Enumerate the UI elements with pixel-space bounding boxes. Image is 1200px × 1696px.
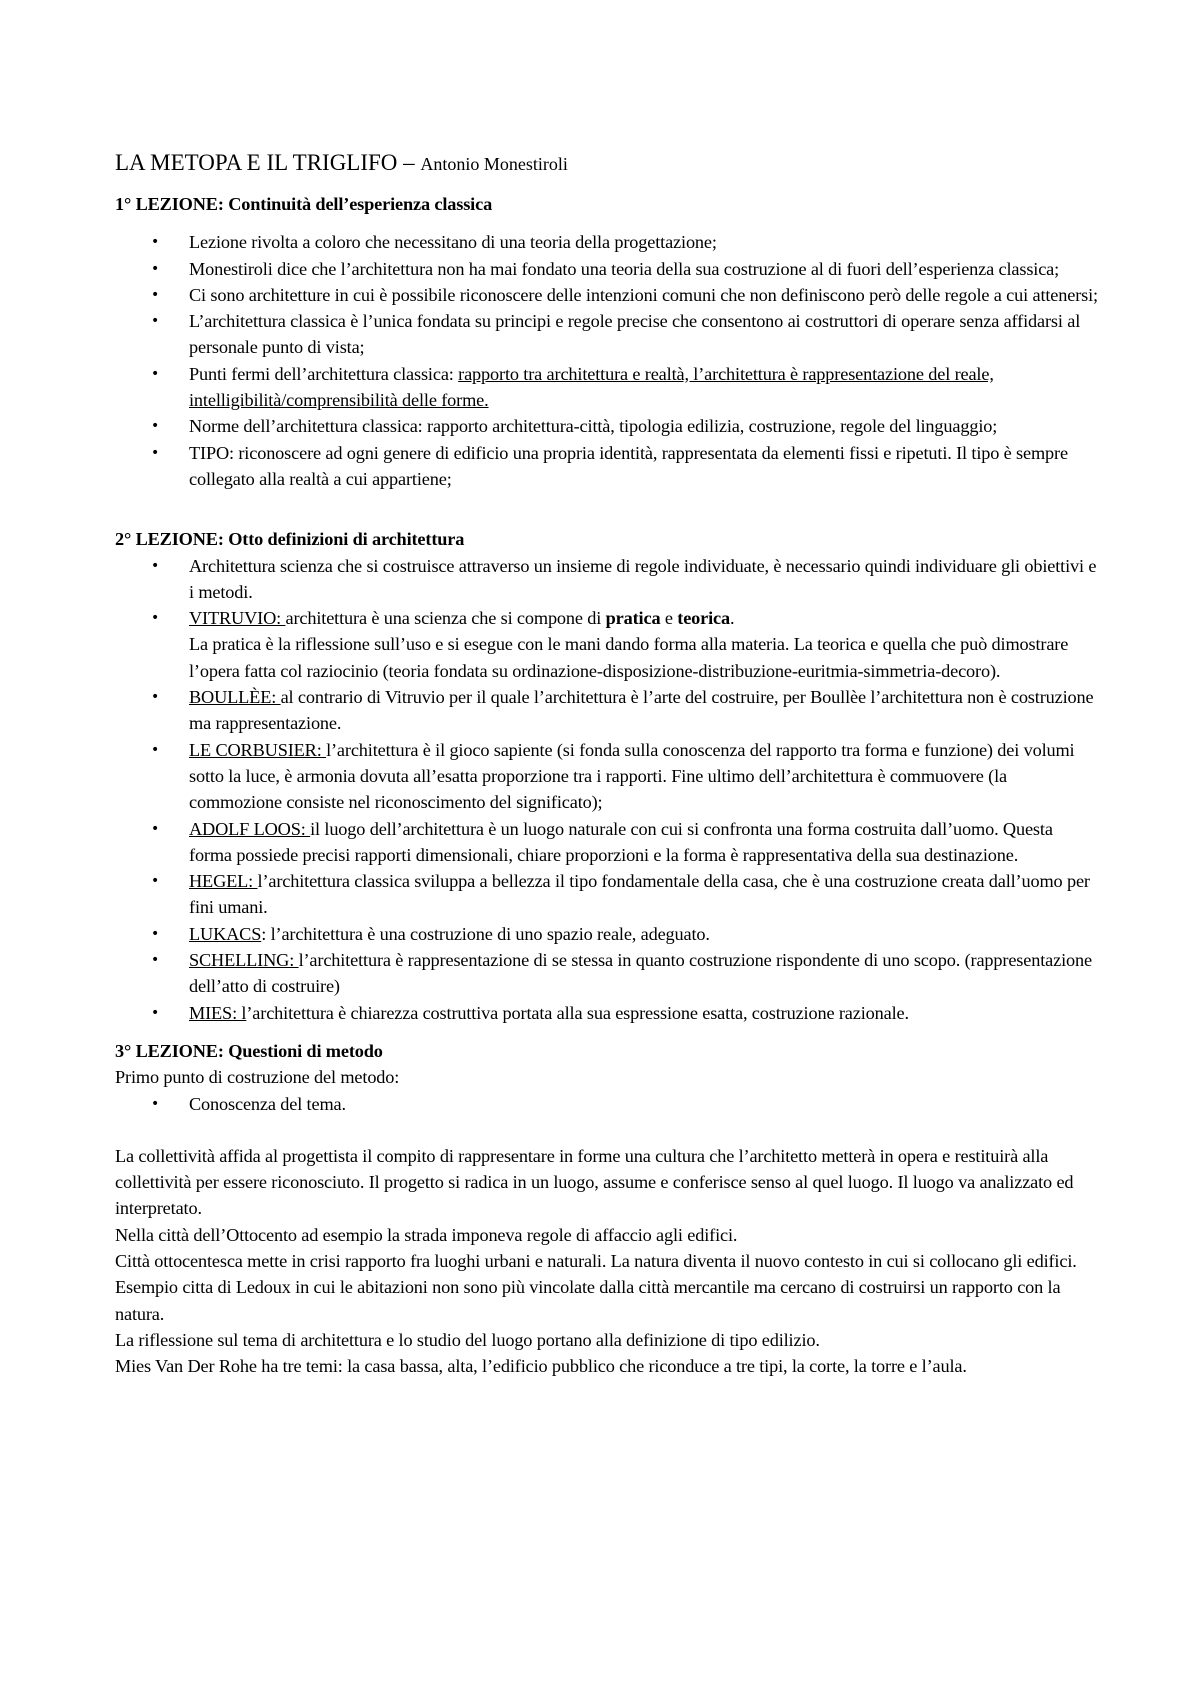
- list-item: • Monestiroli dice che l’architettura non ha mai fondato una teoria della sua costruzione al di fuori dell’esperienza classica;: [115, 256, 1100, 282]
- author-name: VITRUVIO:: [189, 608, 286, 629]
- lesson3-heading: 3° LEZIONE: Questioni di metodo: [115, 1040, 383, 1061]
- paragraph: La collettività affida al progettista il compito di rappresentare in forme una cultura che l’architetto metterà in opera e restituirà alla collettività per essere riconosciuto. Il progetto si radica in un luogo, assume e conferisce senso al quel luogo. Il luogo va analizzato ed interpretato.: [115, 1145, 1074, 1219]
- item-text: La pratica è la riflessione sull’uso e si esegue con le mani dando forma alla materia. La teorica e quella che può dimostrare l’opera fatta col raziocinio (teoria fondata su ordinazione-disposizione-distribuzione-euritmia-simmetria-decoro).: [189, 634, 1069, 681]
- paragraph: Città ottocentesca mette in crisi rapporto fra luoghi urbani e naturali. La natura diventa il nuovo contesto in cui si collocano gli edifici. Esempio citta di Ledoux in cui le abitazioni non sono più vincolate dalla città mercantile ma cercano di costruirsi un rapporto con la natura.: [115, 1250, 1077, 1324]
- item-text: ’architettura è chiarezza costruttiva portata alla sua espressione esatta, costruzione razionale.: [246, 1002, 909, 1023]
- lesson2-list: [115, 553, 1100, 1026]
- author-name: SCHELLING:: [189, 950, 299, 971]
- item-text: Punti fermi dell’architettura classica:: [189, 363, 459, 384]
- list-item-lukacs: [115, 921, 1100, 947]
- author-name: HEGEL:: [189, 871, 258, 892]
- author-name: BOULLÈE:: [189, 687, 281, 708]
- list-item: • L’architettura classica è l’unica fondata su principi e regole precise che consentono ai costruttori di operare senza affidarsi al personale punto di vista;: [115, 308, 1100, 361]
- list-item: • Architettura scienza che si costruisce attraverso un insieme di regole individuate, è necessario quindi individuare gli obiettivi e i metodi.: [115, 553, 1100, 606]
- list-item-schelling: [115, 947, 1100, 1000]
- lesson3-intro: Primo punto di costruzione del metodo:: [115, 1067, 400, 1088]
- list-item: • Ci sono architetture in cui è possibile riconoscere delle intenzioni comuni che non definiscono però delle regole a cui attenersi;: [115, 282, 1100, 308]
- document-title: [115, 148, 1100, 179]
- lesson1-heading: 1° LEZIONE: Continuità dell’esperienza classica: [115, 194, 493, 214]
- list-item: • Norme dell’architettura classica: rapporto architettura-città, tipologia edilizia, costruzione, regole del linguaggio;: [115, 413, 1100, 439]
- item-text: l’architettura è il gioco sapiente (si fonda sulla conoscenza del rapporto tra forma e funzione) dei volumi sotto la luce, è armonia dovuta all’esatta proporzione tra i rapporti. Fine ultimo dell’architettura è commuovere (la commozione consiste nel riconoscimento del significato);: [189, 739, 1075, 813]
- item-text: l’architettura è rappresentazione di se stessa in quanto costruzione rispondente di uno scopo. (rappresentazione dell’atto di costruire): [189, 950, 1092, 997]
- item-text: architettura è una scienza che si compone di: [285, 608, 606, 629]
- list-item-loos: [115, 816, 1100, 869]
- bold-text: teorica: [677, 608, 730, 629]
- list-item-lecorbusier: [115, 737, 1100, 816]
- list-item: [115, 361, 1100, 414]
- author-name: MIES: l: [189, 1002, 247, 1023]
- item-text: : l’architettura è una costruzione di uno spazio reale, adeguato.: [261, 923, 710, 944]
- list-item: • TIPO: riconoscere ad ogni genere di edificio una propria identità, rappresentata da elementi fissi e ripetuti. Il tipo è sempre collegato alla realtà a cui appartiene;: [115, 440, 1100, 493]
- item-text: al contrario di Vitruvio per il quale l’architettura è l’arte del costruire, per Boullèe l’architettura non è costruzione ma rappresentazione.: [189, 687, 1094, 734]
- title-main: LA METOPA E IL TRIGLIFO –: [115, 150, 415, 175]
- item-text: il luogo dell’architettura è un luogo naturale con cui si confronta una forma costruita dall’uomo. Questa forma possiede precisi rapporti dimensionali, chiare proporzioni e la forma è rappresentativa della sua destinazione.: [189, 818, 1053, 865]
- list-item-boullee: [115, 684, 1100, 737]
- item-text: e: [660, 608, 678, 629]
- author-name: LE CORBUSIER:: [189, 739, 327, 760]
- list-item-mies: [115, 1000, 1100, 1026]
- lesson2-heading: 2° LEZIONE: Otto definizioni di architettura: [115, 529, 465, 550]
- lesson1-list: [115, 229, 1100, 492]
- list-item: • Lezione rivolta a coloro che necessitano di una teoria della progettazione;: [115, 229, 1100, 255]
- author-name: ADOLF LOOS:: [189, 818, 311, 839]
- author-name: LUKACS: [189, 923, 262, 944]
- list-item-hegel: [115, 868, 1100, 921]
- underlined-text: rapporto tra architettura e realtà, l’architettura è rappresentazione del reale, intelligibilità/comprensibilità delle forme.: [189, 363, 994, 411]
- title-author: Antonio Monestiroli: [420, 154, 568, 174]
- bold-text: pratica: [605, 608, 661, 629]
- paragraph: Mies Van Der Rohe ha tre temi: la casa bassa, alta, l’edificio pubblico che riconduce a tre tipi, la corte, la torre e l’aula.: [115, 1356, 967, 1377]
- paragraph: La riflessione sul tema di architettura e lo studio del luogo portano alla definizione di tipo edilizio.: [115, 1329, 820, 1350]
- list-item-vitruvio: [115, 605, 1100, 684]
- lesson3-list: [115, 1091, 1100, 1117]
- item-text: .: [730, 608, 735, 629]
- item-text: l’architettura classica sviluppa a bellezza il tipo fondamentale della casa, che è una costruzione creata dall’uomo per fini umani.: [189, 871, 1090, 918]
- document-body: [115, 148, 1100, 1379]
- paragraph: Nella città dell’Ottocento ad esempio la strada imponeva regole di affaccio agli edifici.: [115, 1224, 738, 1245]
- list-item: • Conoscenza del tema.: [115, 1091, 1100, 1117]
